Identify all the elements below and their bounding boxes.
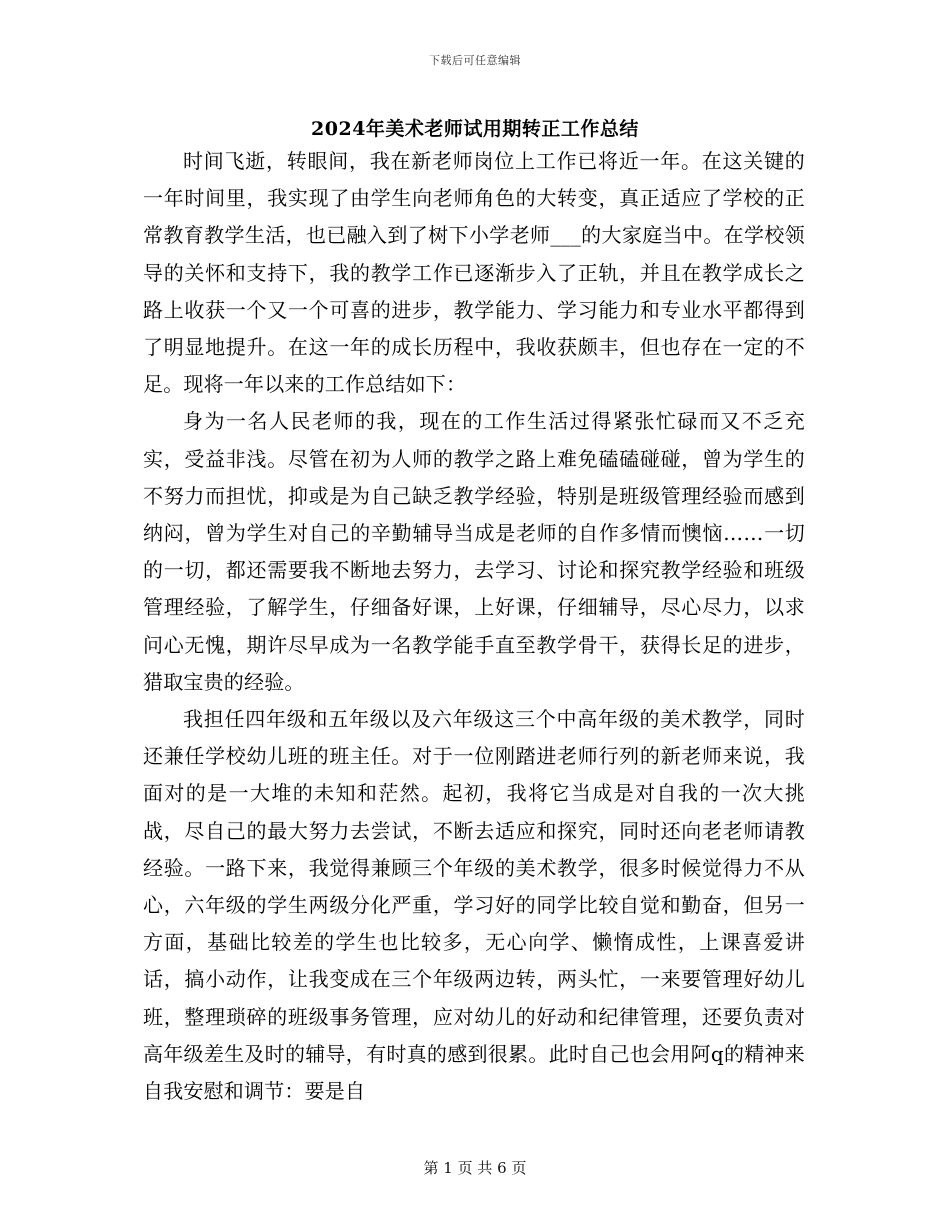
document-title: 2024年美术老师试用期转正工作总结: [311, 118, 639, 140]
paragraph-3: 我担任四年级和五年级以及六年级这三个中高年级的美术教学，同时还兼任学校幼儿班的班主任。对于一位刚踏进老师行列的新老师来说，我面对的是一大堆的未知和茫然。起初，我将它当成是对自我的一次大挑战，尽自己的最大努力去尝试，不断去适应和探究，同时还向老老师请教经验。一路下来，我觉得兼顾三个年级的美术教学，很多时候觉得力不从心，六年级的学生两级分化严重，学习好的同学比较自觉和勤奋，但另一方面，基础比较差的学生也比较多，无心向学、懒惰成性，上课喜爱讲话，搞小动作，让我变成在三个年级两边转，两头忙，一来要管理好幼儿班，整理琐碎的班级事务管理，应对幼儿的好动和纪律管理，还要负责对高年级差生及时的辅导，有时真的感到很累。此时自己也会用阿q的精神来自我安慰和调节：要是自: [143, 707, 805, 1104]
paragraph-2: 身为一名人民老师的我，现在的工作生活过得紧张忙碌而又不乏充实，受益非浅。尽管在初为人师的教学之路上难免磕磕碰碰，曾为学生的不努力而担忧，抑或是为自己缺乏教学经验，特别是班级管理经验而感到纳闷，曾为学生对自己的辛勤辅导当成是老师的自作多情而懊恼……一切的一切，都还需要我不断地去努力，去学习、讨论和探究教学经验和班级管理经验，了解学生，仔细备好课，上好课，仔细辅导，尽心尽力，以求问心无愧，期许尽早成为一名教学能手直至教学骨干，获得长足的进步，猎取宝贵的经验。: [143, 409, 805, 694]
document-body: [143, 143, 805, 1110]
header-note: 下载后可任意编辑: [429, 54, 521, 67]
page-number: 第 1 页 共 6 页: [423, 1159, 527, 1177]
paragraph-1: 时间飞逝，转眼间，我在新老师岗位上工作已将近一年。在这关键的一年时间里，我实现了由学生向老师角色的大转变，真正适应了学校的正常教育教学生活，也已融入到了树下小学老师___的大家庭当中。在学校领导的关怀和支持下，我的教学工作已逐渐步入了正轨，并且在教学成长之路上收获一个又一个可喜的进步，教学能力、学习能力和专业水平都得到了明显地提升。在这一年的成长历程中，我收获颇丰，但也存在一定的不足。现将一年以来的工作总结如下：: [143, 149, 805, 397]
